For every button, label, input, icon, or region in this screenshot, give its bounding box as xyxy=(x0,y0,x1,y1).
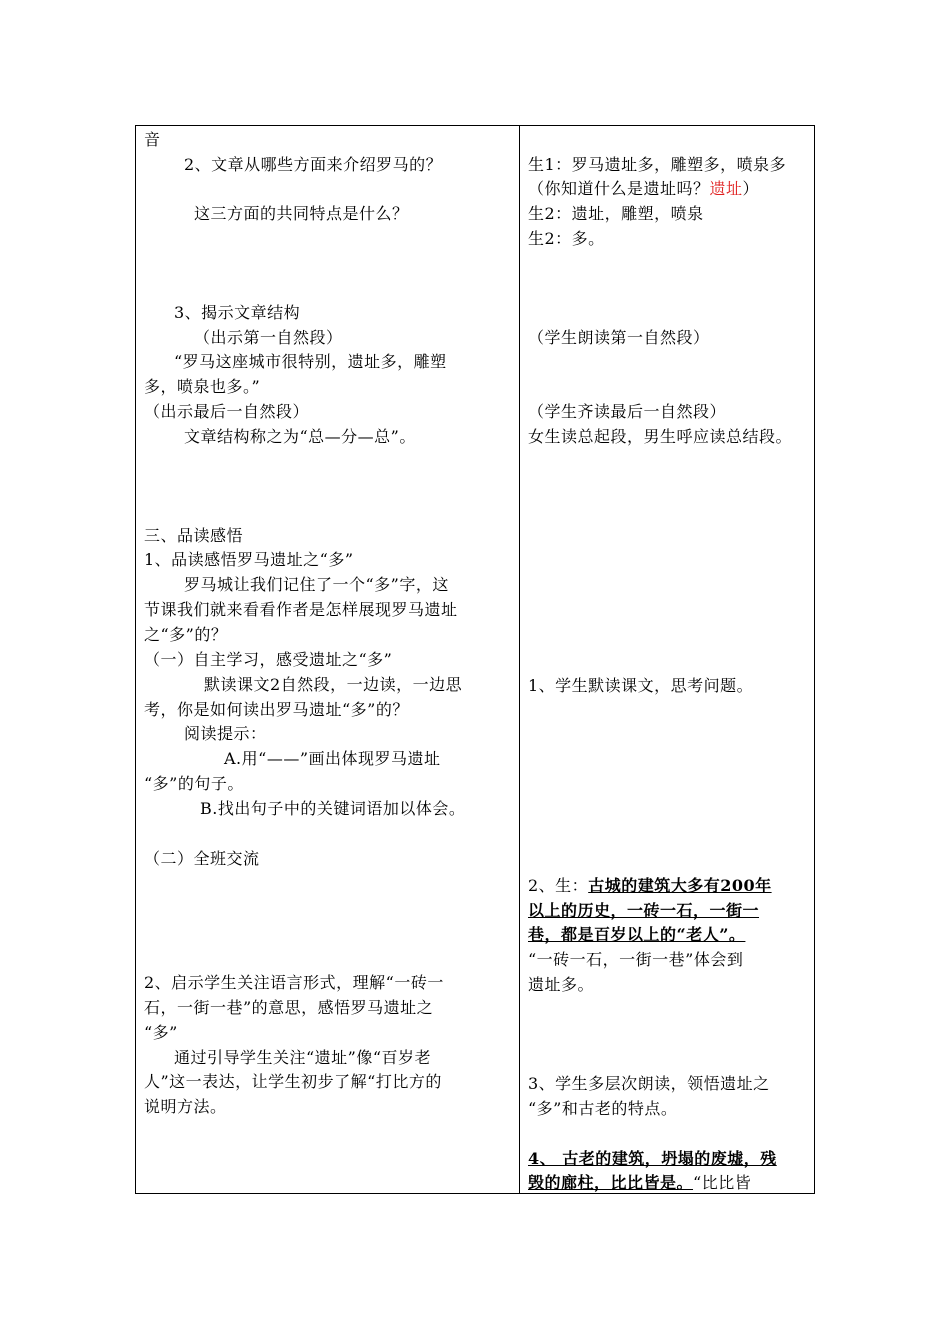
left-text: 这三方面的共同特点是什么？ xyxy=(194,204,409,223)
left-text: “多” xyxy=(144,1023,178,1042)
right-text xyxy=(528,179,759,199)
right-text-part: ） xyxy=(742,179,760,198)
right-text: “多”和古老的特点。 xyxy=(528,1099,678,1118)
column-divider xyxy=(519,126,520,1193)
left-text: 多，喷泉也多。” xyxy=(144,377,261,396)
right-text: 生1：罗马遗址多，雕塑多，喷泉多 xyxy=(528,155,787,174)
highlight-text: 遗址 xyxy=(709,179,743,198)
emphasis-text: 以上的历史，一砖一石，一街一 xyxy=(528,901,760,920)
lesson-plan-table xyxy=(135,125,815,1194)
left-text: 考，你是如何读出罗马遗址“多”的？ xyxy=(144,700,409,719)
left-text: （出示最后一自然段） xyxy=(144,402,310,421)
right-text-part: “比比皆 xyxy=(693,1173,752,1192)
left-text: 说明方法。 xyxy=(144,1097,227,1116)
left-text: 石，一街一巷”的意思，感悟罗马遗址之 xyxy=(144,998,434,1017)
left-text: 默读课文2自然段，一边读，一边思 xyxy=(204,675,463,694)
emphasis-text: 巷，都是百岁以上的“老人”。 xyxy=(528,925,746,944)
left-text: （一）自主学习，感受遗址之“多” xyxy=(144,650,393,669)
left-text: 音 xyxy=(144,130,161,149)
right-text: 生2：多。 xyxy=(528,229,605,248)
left-text: （出示第一自然段） xyxy=(194,328,343,347)
right-text: 女生读总起段，男生呼应读总结段。 xyxy=(528,427,793,446)
left-text: 文章结构称之为“总—分—总”。 xyxy=(184,427,416,446)
emphasis-text: 古城的建筑大多有200年 xyxy=(588,876,772,895)
emphasis-text: 4、 古老的建筑，坍塌的废墟，残 xyxy=(528,1149,777,1168)
left-text: 节课我们就来看看作者是怎样展现罗马遗址 xyxy=(144,600,458,619)
left-text: 1、品读感悟罗马遗址之“多” xyxy=(144,550,354,569)
left-text: 通过引导学生关注“遗址”像“百岁老 xyxy=(174,1048,432,1067)
left-text: （二）全班交流 xyxy=(144,849,260,868)
right-text xyxy=(528,1173,751,1193)
left-text: B.找出句子中的关键词语加以体会。 xyxy=(200,799,466,818)
right-text: （学生朗读第一自然段） xyxy=(528,328,710,347)
left-text: A.用“——”画出体现罗马遗址 xyxy=(224,749,441,768)
emphasis-text: 毁的廊柱，比比皆是。 xyxy=(528,1173,694,1192)
right-text xyxy=(528,876,772,896)
right-text-part: 2、生： xyxy=(528,876,589,895)
left-text: 2、文章从哪些方面来介绍罗马的？ xyxy=(184,155,443,174)
section-heading: 三、品读感悟 xyxy=(144,526,244,545)
right-text: （学生齐读最后一自然段） xyxy=(528,402,727,421)
right-text-part: （你知道什么是遗址吗？ xyxy=(528,179,710,198)
right-text: 遗址多。 xyxy=(528,975,595,994)
right-text: “一砖一石，一街一巷”体会到 xyxy=(528,950,744,969)
left-text: “多”的句子。 xyxy=(144,774,244,793)
left-text: 2、启示学生关注语言形式，理解“一砖一 xyxy=(144,973,444,992)
left-text: 人”这一表达，让学生初步了解“打比方的 xyxy=(144,1072,442,1091)
right-text: 1、学生默读课文，思考问题。 xyxy=(528,676,754,695)
left-text: 阅读提示： xyxy=(184,724,267,743)
right-text: 3、学生多层次朗读，领悟遗址之 xyxy=(528,1074,770,1093)
right-text: 生2：遗址，雕塑，喷泉 xyxy=(528,204,704,223)
left-text: 罗马城让我们记住了一个“多”字，这 xyxy=(184,575,449,594)
left-text: “罗马这座城市很特别，遗址多，雕塑 xyxy=(174,352,447,371)
left-text: 3、揭示文章结构 xyxy=(174,303,301,322)
left-text: 之“多”的？ xyxy=(144,625,228,644)
